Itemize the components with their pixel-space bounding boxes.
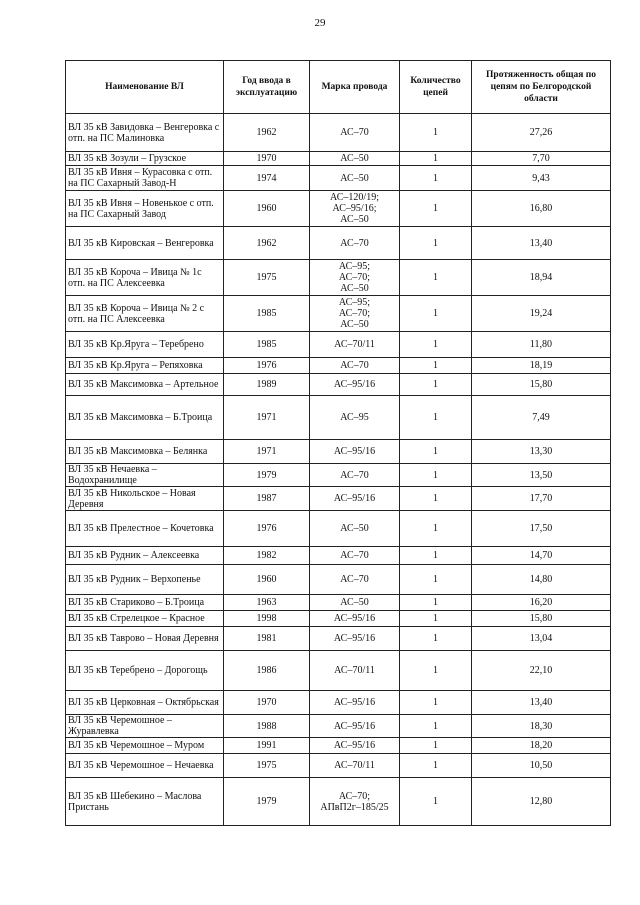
- length-cell: 17,70: [472, 487, 611, 511]
- line-name-cell: ВЛ 35 кВ Теребрено – Дорогощь: [66, 651, 224, 691]
- line-name-cell: ВЛ 35 кВ Стариково – Б.Троица: [66, 595, 224, 611]
- wire-grade-cell: АС–70/11: [310, 754, 400, 778]
- wire-grade-cell: АС–70: [310, 565, 400, 595]
- table-row: [66, 547, 611, 565]
- year-cell: 1976: [224, 358, 310, 374]
- year-cell: 1982: [224, 547, 310, 565]
- circuits-cell: 1: [400, 754, 472, 778]
- circuits-cell: 1: [400, 374, 472, 396]
- table-row: [66, 778, 611, 826]
- wire-grade-cell: АС–70/11: [310, 332, 400, 358]
- year-cell: 1970: [224, 152, 310, 166]
- line-name-cell: ВЛ 35 кВ Максимовка – Белянка: [66, 440, 224, 464]
- length-cell: 15,80: [472, 611, 611, 627]
- wire-grade-cell: АС–70: [310, 227, 400, 260]
- line-name-cell: ВЛ 35 кВ Черемошное – Нечаевка: [66, 754, 224, 778]
- year-cell: 1975: [224, 754, 310, 778]
- length-cell: 17,50: [472, 511, 611, 547]
- circuits-cell: 1: [400, 260, 472, 296]
- table-row: [66, 374, 611, 396]
- year-cell: 1963: [224, 595, 310, 611]
- circuits-cell: 1: [400, 547, 472, 565]
- year-cell: 1971: [224, 396, 310, 440]
- length-cell: 16,20: [472, 595, 611, 611]
- length-cell: 11,80: [472, 332, 611, 358]
- table-row: [66, 611, 611, 627]
- circuits-cell: 1: [400, 691, 472, 715]
- table-row: [66, 691, 611, 715]
- year-cell: 1979: [224, 778, 310, 826]
- table-row: [66, 227, 611, 260]
- length-cell: 16,80: [472, 191, 611, 227]
- line-name-cell: ВЛ 35 кВ Короча – Ивица № 2 с отп. на ПС Алексеевка: [66, 296, 224, 332]
- header-wire-grade: Марка провода: [310, 61, 400, 114]
- wire-grade-cell: АС–50: [310, 152, 400, 166]
- header-line-name: Наименование ВЛ: [66, 61, 224, 114]
- wire-grade-cell: АС–95; АС–70; АС–50: [310, 260, 400, 296]
- year-cell: 1985: [224, 332, 310, 358]
- year-cell: 1960: [224, 191, 310, 227]
- table-row: [66, 166, 611, 191]
- year-cell: 1981: [224, 627, 310, 651]
- circuits-cell: 1: [400, 611, 472, 627]
- table-row: [66, 296, 611, 332]
- circuits-cell: 1: [400, 627, 472, 651]
- table-row: [66, 114, 611, 152]
- wire-grade-cell: АС–70: [310, 358, 400, 374]
- wire-grade-cell: АС–70: [310, 114, 400, 152]
- circuits-cell: 1: [400, 738, 472, 754]
- year-cell: 1970: [224, 691, 310, 715]
- length-cell: 18,94: [472, 260, 611, 296]
- line-name-cell: ВЛ 35 кВ Стрелецкое – Красное: [66, 611, 224, 627]
- table-row: [66, 260, 611, 296]
- circuits-cell: 1: [400, 565, 472, 595]
- line-name-cell: ВЛ 35 кВ Нечаевка – Водохранилище: [66, 464, 224, 487]
- year-cell: 1971: [224, 440, 310, 464]
- line-name-cell: ВЛ 35 кВ Максимовка – Артельное: [66, 374, 224, 396]
- wire-grade-cell: АС–95/16: [310, 691, 400, 715]
- wire-grade-cell: АС–95; АС–70; АС–50: [310, 296, 400, 332]
- length-cell: 19,24: [472, 296, 611, 332]
- table-row: [66, 191, 611, 227]
- length-cell: 15,80: [472, 374, 611, 396]
- table-row: [66, 565, 611, 595]
- year-cell: 1962: [224, 114, 310, 152]
- year-cell: 1985: [224, 296, 310, 332]
- table-row: [66, 754, 611, 778]
- line-name-cell: ВЛ 35 кВ Рудник – Верхопенье: [66, 565, 224, 595]
- length-cell: 10,50: [472, 754, 611, 778]
- length-cell: 22,10: [472, 651, 611, 691]
- circuits-cell: 1: [400, 396, 472, 440]
- line-name-cell: ВЛ 35 кВ Кр.Яруга – Теребрено: [66, 332, 224, 358]
- wire-grade-cell: АС–50: [310, 511, 400, 547]
- line-name-cell: ВЛ 35 кВ Церковная – Октябрьская: [66, 691, 224, 715]
- table-header-row: [66, 61, 611, 114]
- wire-grade-cell: АС–70: [310, 547, 400, 565]
- line-name-cell: ВЛ 35 кВ Черемошное – Муром: [66, 738, 224, 754]
- table-row: [66, 396, 611, 440]
- wire-grade-cell: АС–95/16: [310, 440, 400, 464]
- wire-grade-cell: АС–95/16: [310, 487, 400, 511]
- length-cell: 18,20: [472, 738, 611, 754]
- wire-grade-cell: АС–120/19; АС–95/16; АС–50: [310, 191, 400, 227]
- wire-grade-cell: АС–95: [310, 396, 400, 440]
- circuits-cell: 1: [400, 464, 472, 487]
- wire-grade-cell: АС–70: [310, 464, 400, 487]
- line-name-cell: ВЛ 35 кВ Ивня – Курасовка с отп. на ПС Сахарный Завод-Н: [66, 166, 224, 191]
- line-name-cell: ВЛ 35 кВ Зозули – Грузское: [66, 152, 224, 166]
- length-cell: 7,49: [472, 396, 611, 440]
- length-cell: 27,26: [472, 114, 611, 152]
- circuits-cell: 1: [400, 227, 472, 260]
- table-row: [66, 595, 611, 611]
- year-cell: 1991: [224, 738, 310, 754]
- line-name-cell: ВЛ 35 кВ Кр.Яруга – Репяховка: [66, 358, 224, 374]
- length-cell: 18,19: [472, 358, 611, 374]
- wire-grade-cell: АС–95/16: [310, 374, 400, 396]
- circuits-cell: 1: [400, 114, 472, 152]
- header-circuits: Количество цепей: [400, 61, 472, 114]
- length-cell: 13,50: [472, 464, 611, 487]
- table-row: [66, 627, 611, 651]
- line-name-cell: ВЛ 35 кВ Прелестное – Кочетовка: [66, 511, 224, 547]
- circuits-cell: 1: [400, 511, 472, 547]
- circuits-cell: 1: [400, 595, 472, 611]
- wire-grade-cell: АС–95/16: [310, 715, 400, 738]
- table-row: [66, 152, 611, 166]
- table-row: [66, 332, 611, 358]
- length-cell: 13,40: [472, 691, 611, 715]
- line-name-cell: ВЛ 35 кВ Черемошное – Журавлевка: [66, 715, 224, 738]
- table-row: [66, 464, 611, 487]
- wire-grade-cell: АС–95/16: [310, 611, 400, 627]
- year-cell: 1979: [224, 464, 310, 487]
- year-cell: 1975: [224, 260, 310, 296]
- length-cell: 14,80: [472, 565, 611, 595]
- line-name-cell: ВЛ 35 кВ Короча – Ивица № 1с отп. на ПС Алексеевка: [66, 260, 224, 296]
- wire-grade-cell: АС–95/16: [310, 627, 400, 651]
- circuits-cell: 1: [400, 296, 472, 332]
- wire-grade-cell: АС–70/11: [310, 651, 400, 691]
- circuits-cell: 1: [400, 191, 472, 227]
- header-length: Протяженность общая по цепям по Белгородской области: [472, 61, 611, 114]
- line-name-cell: ВЛ 35 кВ Шебекино – Маслова Пристань: [66, 778, 224, 826]
- length-cell: 14,70: [472, 547, 611, 565]
- length-cell: 7,70: [472, 152, 611, 166]
- circuits-cell: 1: [400, 332, 472, 358]
- length-cell: 18,30: [472, 715, 611, 738]
- wire-grade-cell: АС–50: [310, 166, 400, 191]
- circuits-cell: 1: [400, 440, 472, 464]
- line-name-cell: ВЛ 35 кВ Никольское – Новая Деревня: [66, 487, 224, 511]
- circuits-cell: 1: [400, 358, 472, 374]
- table-row: [66, 358, 611, 374]
- circuits-cell: 1: [400, 778, 472, 826]
- length-cell: 13,40: [472, 227, 611, 260]
- table-row: [66, 511, 611, 547]
- table-body: [66, 114, 611, 826]
- year-cell: 1962: [224, 227, 310, 260]
- circuits-cell: 1: [400, 152, 472, 166]
- year-cell: 1960: [224, 565, 310, 595]
- line-name-cell: ВЛ 35 кВ Ивня – Новенькое с отп. на ПС Сахарный Завод: [66, 191, 224, 227]
- table-row: [66, 440, 611, 464]
- wire-grade-cell: АС–70; АПвП2г–185/25: [310, 778, 400, 826]
- wire-grade-cell: АС–50: [310, 595, 400, 611]
- year-cell: 1998: [224, 611, 310, 627]
- line-name-cell: ВЛ 35 кВ Завидовка – Венгеровка с отп. на ПС Малиновка: [66, 114, 224, 152]
- year-cell: 1986: [224, 651, 310, 691]
- table-row: [66, 487, 611, 511]
- header-year: Год ввода в эксплуатацию: [224, 61, 310, 114]
- table-row: [66, 651, 611, 691]
- circuits-cell: 1: [400, 651, 472, 691]
- line-name-cell: ВЛ 35 кВ Кировская – Венгеровка: [66, 227, 224, 260]
- circuits-cell: 1: [400, 487, 472, 511]
- year-cell: 1987: [224, 487, 310, 511]
- year-cell: 1989: [224, 374, 310, 396]
- length-cell: 9,43: [472, 166, 611, 191]
- table-row: [66, 715, 611, 738]
- year-cell: 1976: [224, 511, 310, 547]
- line-name-cell: ВЛ 35 кВ Таврово – Новая Деревня: [66, 627, 224, 651]
- wire-grade-cell: АС–95/16: [310, 738, 400, 754]
- year-cell: 1988: [224, 715, 310, 738]
- page-number: 29: [314, 17, 326, 29]
- circuits-cell: 1: [400, 166, 472, 191]
- circuits-cell: 1: [400, 715, 472, 738]
- length-cell: 13,04: [472, 627, 611, 651]
- year-cell: 1974: [224, 166, 310, 191]
- length-cell: 12,80: [472, 778, 611, 826]
- line-name-cell: ВЛ 35 кВ Максимовка – Б.Троица: [66, 396, 224, 440]
- table-row: [66, 738, 611, 754]
- power-lines-table: [65, 60, 611, 826]
- line-name-cell: ВЛ 35 кВ Рудник – Алексеевка: [66, 547, 224, 565]
- length-cell: 13,30: [472, 440, 611, 464]
